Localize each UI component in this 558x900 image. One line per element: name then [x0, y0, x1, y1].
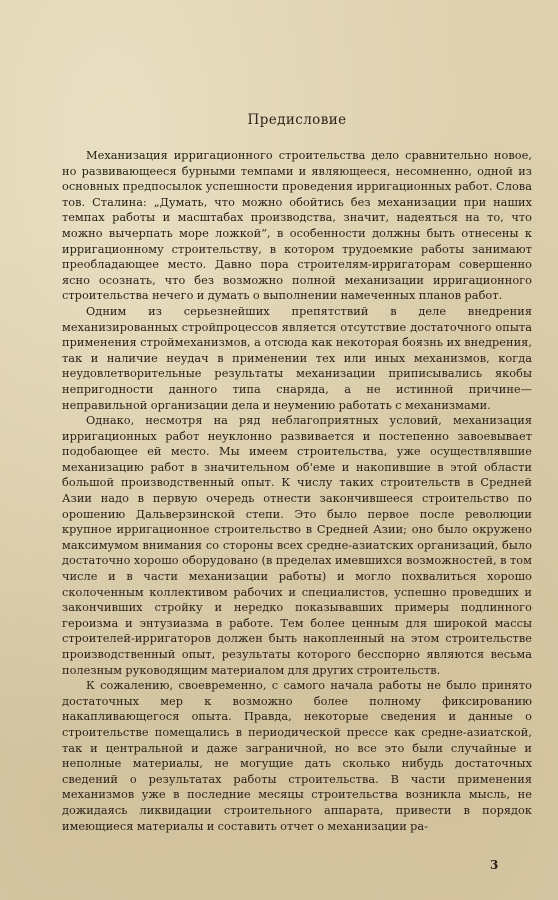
paragraph-3: Однако, несмотря на ряд неблагоприятных условий, механизация ирригационных работ неуклонно развивается и постепенно завоевывает подобающее ей место. Мы имеем строительства, уже осуществлявшие механизацию работ в значительном об'еме и накопившие в этой области большой производственный опыт. К числу таких строительств в Средней Азии надо в первую очередь отнести закончившееся строительство по орошению Дальверзинской степи. Это было первое после революции крупное ирригационное строительство в Средней Азии; оно было окружено максимумом внимания со стороны всех средне-азиатских организаций, было достаточно хорошо оборудовано (в пределах имевшихся возможностей, в том числе и в части механизации работы) и могло похвалиться хорошо сколоченным коллективом рабочих и специалистов, успешно проведших и закончивших стройку и нередко показывавших примеры подлинного героизма и энтузиазма в работе. Тем более ценным для широкой массы строителей-ирригаторов должен быть накопленный на этом строительстве производственный опыт, результаты которого бесспорно являются весьма полезным руководящим материалом для других строительств.	[62, 414, 532, 677]
page-number: 3	[490, 858, 499, 872]
paragraph-4: К сожалению, своевременно, с самого начала работы не было принято достаточных мер к возможно более полному фиксированию накапливающегося опыта. Правда, некоторые сведения и данные о строительстве помещались в периодической прессе как средне-азиатской, так и центральной и даже заграничной, но все это были случайные и неполные материалы, не могущие дать сколько нибудь достаточных сведений о результатах работы строительства. В части применения механизмов уже в последние месяцы строительства возникла мысль, не дожидаясь ликвидации строительного аппарата, привести в порядок имеющиеся материалы и составить отчет о механизации ра-	[62, 679, 532, 833]
paragraph-2: Одним из серьезнейших препятствий в деле внедрения механизированных стройпроцессов является отсутствие достаточного опыта применения строймеханизмов, а отсюда как некоторая боязнь их внедрения, так и наличие неудач в применении тех или иных механизмов, когда неудовлетворительные результаты механизации приписывались якобы непригодности данного типа снаряда, а не истинной причине—неправильной организации дела и неумению работать с механизмами.	[62, 304, 532, 412]
paragraph-1: Механизация ирригационного строительства дело сравнительно новое, но развивающееся бурными темпами и являющееся, несомненно, одной из основных предпосылок успешности проведения ирригационных работ. Слова тов. Сталина: „Думать, что можно обойтись без механизации при наших темпах работы и масштабах производства, значит, надеяться на то, что можно вычерпать море ложкой“, в особенности должны быть отнесены к ирригационному строительству, в котором трудоемкие работы занимают преобладающее место. Давно пора строителям-ирригаторам совершенно ясно осознать, что без возможно полной механизации ирригационного строительства нечего и думать о выполнении намеченных планов работ.	[62, 149, 532, 303]
page-title: Предисловие	[247, 112, 347, 128]
document-page	[62, 112, 532, 892]
